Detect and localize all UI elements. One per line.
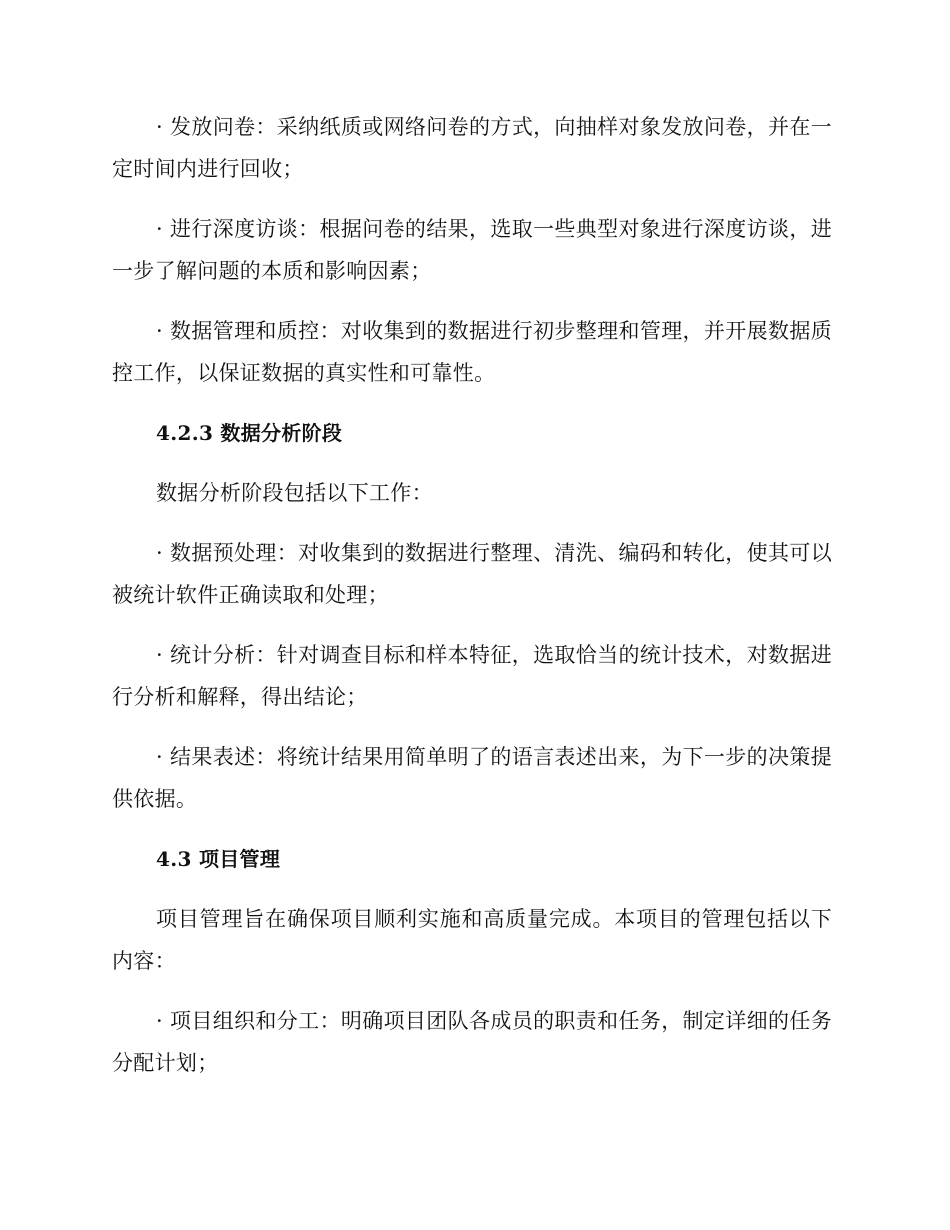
bullet-data-management-qc: · 数据管理和质控：对收集到的数据进行初步整理和管理，并开展数据质控工作，以保证数据的真实性和可靠性。 (112, 319, 832, 385)
bullet-statistical-analysis: · 统计分析：针对调查目标和样本特征，选取恰当的统计技术，对数据进行分析和解释，得出结论； (112, 643, 832, 709)
bullet-result-presentation: · 结果表述：将统计结果用简单明了的语言表述出来，为下一步的决策提供依据。 (112, 745, 832, 811)
section-heading-4-2-3: 4.2.3 数据分析阶段 (156, 421, 343, 445)
bullet-project-organization: · 项目组织和分工：明确项目团队各成员的职责和任务，制定详细的任务分配计划； (112, 1009, 832, 1075)
bullet-data-preprocessing: · 数据预处理：对收集到的数据进行整理、清洗、编码和转化，使其可以被统计软件正确读取和处理； (112, 541, 832, 607)
data-analysis-intro: 数据分析阶段包括以下工作： (156, 481, 433, 505)
bullet-in-depth-interview: · 进行深度访谈：根据问卷的结果，选取一些典型对象进行深度访谈，进一步了解问题的本质和影响因素； (112, 217, 832, 283)
section-heading-4-3: 4.3 项目管理 (156, 847, 281, 871)
bullet-distribute-questionnaire: · 发放问卷：采纳纸质或网络问卷的方式，向抽样对象发放问卷，并在一定时间内进行回收； (112, 115, 832, 181)
document-page (112, 106, 832, 1102)
project-management-intro: 项目管理旨在确保项目顺利实施和高质量完成。本项目的管理包括以下内容： (112, 907, 832, 973)
